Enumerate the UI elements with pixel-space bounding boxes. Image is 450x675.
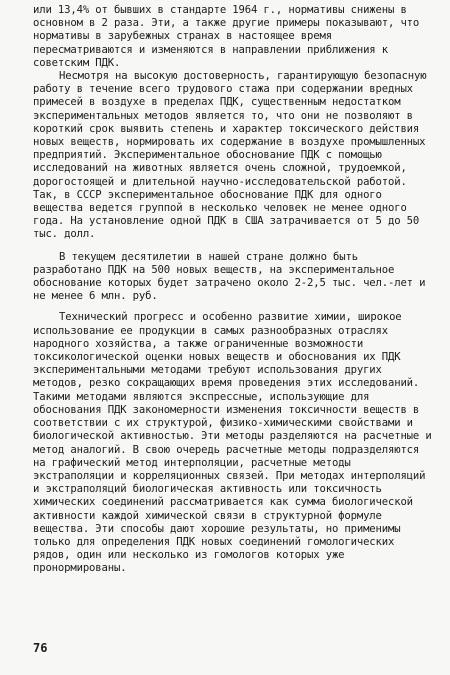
paragraph-continuation: или 13,4% от бывших в стандарте 1964 г., нормативы снижены в основном в 2 раза. Эти, а также другие примеры показывают, что нормативы в зарубежных странах в настоящее время пересматриваются и изменяются в направлении приближения к советским ПДК. (33, 4, 420, 69)
page-number: 76 (33, 641, 48, 655)
paragraph-current-decade: В текущем десятилетии в нашей стране должно быть разработано ПДК на 500 новых веществ, на экспериментальное обоснование которых будет затрачено около 2-2,5 тыс. чел.-лет и не менее 6 млн. руб. (33, 250, 426, 303)
paragraph-technical-progress: Технический прогресс и особенно развитие химии, широкое использование ее продукции в самых разнообразных отраслях народного хозяйства, а также ограниченные возможности токсикологической оценки новых веществ и обоснования их ПДК экспериментальными методами требуют использования других методов, резко сокращающих время проведения этих исследований. Такими методами являются экспрессные, использующие для обоснования ПДК закономерности изменения токсичности веществ в соответствии с их структурой, физико-химическими свойствами и биологической активностью. Эти методы разделяются на расчетные и метод аналогий. В свою очередь расчетные методы подразделяются на графический метод интерполяции, расчетные методы экстраполяции и корреляционных связей. При методах интерполяций и экстраполяций биологическая активность или токсичность химических соединений рассматривается как сумма биологической активности каждой химической связи в структурной формуле вещества. Эти способы дают хорошие результаты, но применимы только для определения ПДК новых соединений гомологических рядов, один или несколько из гомологов которых уже пронормированы. (33, 311, 432, 575)
paragraph-experimental-methods: Несмотря на высокую достоверность, гарантирующую безопасную работу в течение всего трудового стажа при содержании вредных примесей в воздухе в пределах ПДК, существенным недостатком экспериментальных методов является то, что они не позволяют в короткий срок выявить степень и характер токсического действия новых веществ, нормировать их содержание в воздухе промышленных предприятий. Экспериментальное обоснование ПДК с помощью исследований на животных является очень сложной, трудоемкой, дорогостоящей и длительной научно-исследовательской работой. Так, в СССР экспериментальное обоснование ПДК для одного вещества ведется группой в несколько человек не менее одного года. На установление одной ПДК в США затрачивается от 5 до 50 тыс. долл. (33, 70, 427, 241)
